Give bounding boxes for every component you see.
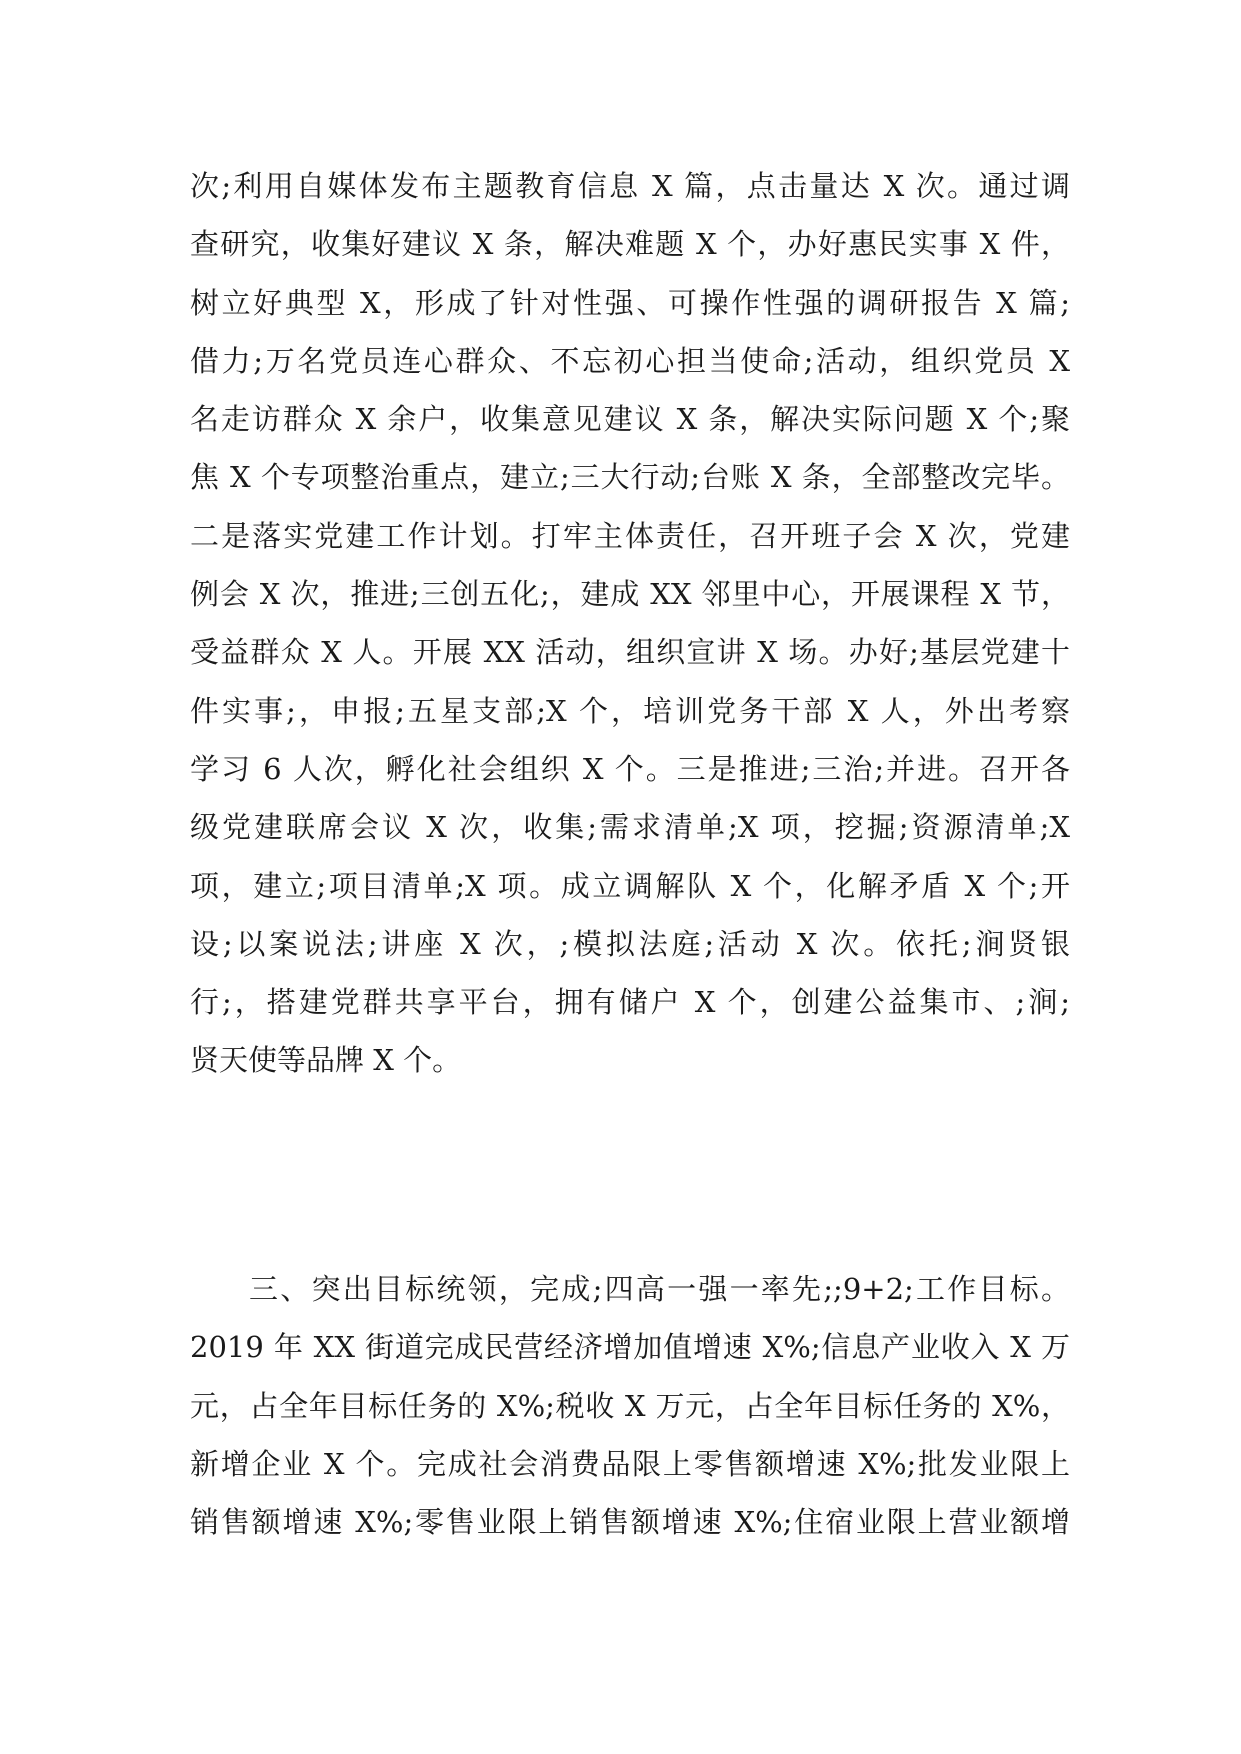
text-line: 焦 X 个专项整治重点，建立;三大行动;台账 X 条，全部整改完毕。 [190,460,1070,495]
section-heading-line: 三、突出目标统领，完成;四高一强一率先;;9+2;工作目标。 [249,1272,1070,1306]
text-line: 新增企业 X 个。完成社会消费品限上零售额增速 X%;批发业限上 [190,1446,1070,1481]
text-line: 项，建立;项目清单;X 项。成立调解队 X 个，化解矛盾 X 个;开 [190,868,1070,903]
text-line: 2019 年 XX 街道完成民营经济增加值增速 X%;信息产业收入 X 万 [190,1330,1070,1365]
text-line-last: 贤天使等品牌 X 个。 [190,1043,462,1078]
text-line: 件实事;，申报;五星支部;X 个，培训党务干部 X 人，外出考察 [190,693,1070,728]
text-line: 树立好典型 X，形成了针对性强、可操作性强的调研报告 X 篇; [190,285,1070,320]
text-line: 查研究，收集好建议 X 条，解决难题 X 个，办好惠民实事 X 件， [190,227,1070,262]
paragraph-2 [190,1260,1070,1551]
text-line: 次;利用自媒体发布主题教育信息 X 篇，点击量达 X 次。通过调 [190,169,1070,203]
text-line: 借力;万名党员连心群众、不忘初心担当使命;活动，组织党员 X [190,343,1070,378]
text-line: 元，占全年目标任务的 X%;税收 X 万元，占全年目标任务的 X%， [190,1388,1070,1423]
paragraph-1 [190,157,1070,1090]
text-line: 例会 X 次，推进;三创五化;，建成 XX 邻里中心，开展课程 X 节， [190,577,1070,612]
text-line: 受益群众 X 人。开展 XX 活动，组织宣讲 X 场。办好;基层党建十 [190,635,1070,670]
text-line: 二是落实党建工作计划。打牢主体责任，召开班子会 X 次，党建 [190,518,1070,553]
text-line: 设;以案说法;讲座 X 次，;模拟法庭;活动 X 次。依托;涧贤银 [190,926,1070,961]
text-line: 学习 6 人次，孵化社会组织 X 个。三是推进;三治;并进。召开各 [190,751,1070,786]
text-line: 级党建联席会议 X 次，收集;需求清单;X 项，挖掘;资源清单;X [190,810,1070,845]
text-line: 名走访群众 X 余户，收集意见建议 X 条，解决实际问题 X 个;聚 [190,402,1070,437]
text-line: 销售额增速 X%;零售业限上销售额增速 X%;住宿业限上营业额增 [190,1505,1070,1540]
text-line: 行;，搭建党群共享平台，拥有储户 X 个，创建公益集市、;涧; [190,985,1070,1020]
